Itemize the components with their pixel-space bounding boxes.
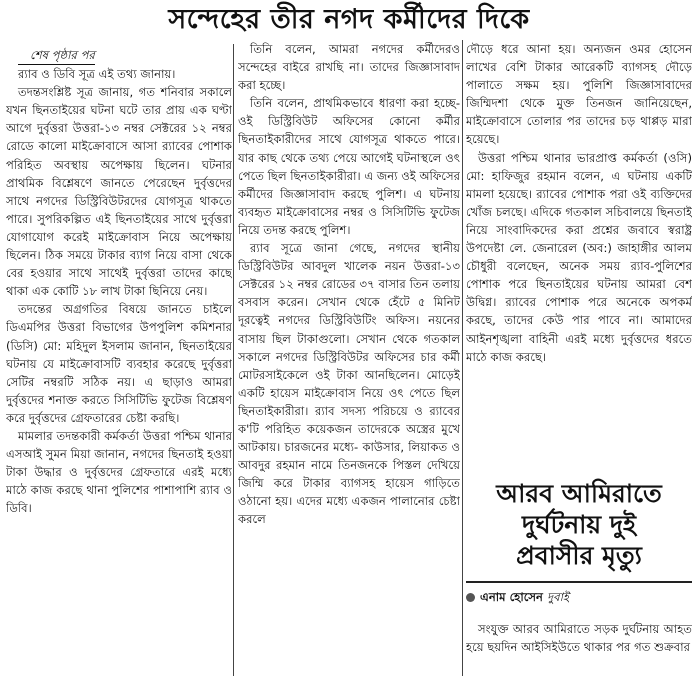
paragraph: তিনি বলেন, প্রাথমিকভাবে ধারণা করা হচ্ছে- ওই ডিস্ট্রিবিউট অফিসের কোনো কর্মীর ছিনতাইকারীদের সাথে যোগসূত্র থাকতে পারে। যার কাছ থেকে তথ্য পেয়ে আগেই ঘটনাস্থলে ওৎ পেতে ছিল ছিনতাইকারীরা। এ জন্য ওই অফিসের কর্মীদের জিজ্ঞাসাবাদ করছে পুলিশ। এ ঘটনায় ব্যবহৃত মাইক্রোবাসের নম্বর ও সিসিটিভি ফুটেজ নিয়ে তদন্ত করছে পুলিশ। bbox=[238, 96, 460, 237]
paragraph: দৌড়ে ধরে আনা হয়। অন্যজন ওমর হোসেন লাখের বেশি টাকার আরেকটি ব্যাগসহ দৌড়ে পালাতে সক্ষম হয়। পুলিশি জিজ্ঞাসাবাদের জিম্মিদশা থেকে মুক্ত তিনজন জানিয়েছেন, মাইক্রোবাসে তোলার পর তাদের চড় থাপ্পড় মারা হয়েছে। bbox=[466, 42, 692, 147]
byline bbox=[466, 589, 692, 608]
paragraph: র‍্যাব ও ডিবি সূত্র এই তথ্য জানায়। bbox=[18, 67, 176, 82]
byline-place: দুবাই bbox=[547, 590, 569, 604]
paragraph: র‍্যাব সূত্রে জানা গেছে, নগদের স্থানীয় ডিস্ট্রিবিউটর আবদুল খালেক নয়ন উত্তরা-১৩ সেক্টরের ১২ নম্বর রোডের ৩৭ বাসার তিন তলায় বসবাস করেন। সেখান থেকে হেঁটে ৫ মিনিট দূরত্বেই নগদের ডিস্ট্রিবিউটিং অফিস। নয়নের বাসায় ছিল টাকাগুলো। সেখান থেকে গতকাল সকালে নগদের ডিস্ট্রিবিউটর অফিসের চার কর্মী মোটরসাইকেলে ওই টাকা আনছিলেন। মোড়েই একটি হায়েস মাইক্রোবাস নিয়ে ওৎ পেতে ছিল ছিনতাইকারীরা। র‍্যাব সদস্য পরিচয়ে ও র‍্যাবের ক'টি পরিহিত কয়েকজন তাদেরকে অস্ত্রের মুখে আটকায়। চারজনের মধ্যে- কাউসার, লিয়াকত ও আবদুর রহমান নামে তিনজনকে পিস্তল দেখিয়ে জিম্মি করে টাকার ব্যাগসহ হায়েস গাড়িতে ওঠানো হয়। এদের মধ্যে একজন পালানোর চেষ্টা করলে bbox=[238, 241, 460, 527]
paragraph: তিনি বলেন, আমরা নগদের কর্মীদেরও সন্দেহের বাইরে রাখছি না। তাদের জিজ্ঞাসাবাদ করা হচ্ছে। bbox=[238, 42, 460, 93]
sidebar-story bbox=[466, 470, 692, 679]
column-divider bbox=[462, 40, 463, 676]
article-column-3 bbox=[466, 40, 692, 462]
paragraph: তদন্তের অগ্রগতির বিষয়ে জানতে চাইলে ডিএমপির উত্তরা বিভাগের উপপুলিশ কমিশনার (ডিসি) মো: মহিদুল ইসলাম জানান, ছিনতাইয়ের ঘটনায় যে মাইক্রোবাসটি ব্যবহার করেছে দুর্বৃত্তরা সেটির নম্বরটি সঠিক নয়। এ ছাড়াও আমরা দুর্বৃত্তদের শনাক্ত করতে সিসিটিভি ফুটেজ বিশ্লেষণ করে দুর্বৃত্তদের গ্রেফতারের চেষ্টা করছি। bbox=[6, 302, 232, 425]
sidebar-headline: আরব আমিরাতে দুর্ঘটনায় দুই প্রবাসীর মৃত্যু bbox=[496, 479, 662, 570]
sidebar-rule bbox=[466, 581, 692, 583]
paragraph: উত্তরা পশ্চিম থানার ভারপ্রাপ্ত কর্মকর্তা (ওসি) মো: হাফিজুর রহমান বলেন, এ ঘটনায় একটি মামলা হয়েছে। র‍্যাবের পোশাক পরা ওই ব্যক্তিদের খোঁজ চলছে। এদিকে গতকাল সচিবালয়ে ছিনতাই নিয়ে সাংবাদিকদের করা প্রশ্নের জবাবে স্বরাষ্ট্র উপদেষ্টা লে. জেনারেল (অব:) জাহাঙ্গীর আলম চৌধুরী বলেছেন, অনেক সময় র‍্যাব-পুলিশের পোশাক পরে ছিনতাইয়ের ঘটনায় আমরা বেশ উদ্বিগ্ন। র‍্যাবের পোশাক পরে অনেকে অপকর্ম করছে, তাদের কেউ পার পাবে না। আমাদের আইনশৃঙ্খলা বাহিনী এরই মধ্যে দুর্বৃত্তদের ধরতে মাঠে কাজ করছে। bbox=[466, 150, 692, 364]
byline-bullet-icon bbox=[466, 593, 475, 602]
article-column-2 bbox=[238, 40, 460, 679]
column-divider bbox=[233, 44, 234, 676]
byline-name: এনাম হোসেন bbox=[480, 590, 543, 604]
continued-kicker: শেষ পৃষ্ঠার পর bbox=[6, 46, 232, 65]
paragraph: মামলার তদন্তকারী কর্মকর্তা উত্তরা পশ্চিম থানার এসআই সুমন মিয়া জানান, নগদের ছিনতাই হওয়া টাকা উদ্ধার ও দুর্বৃত্তদের গ্রেফতারে এরই মধ্যে মাঠে কাজ করছে থানা পুলিশের পাশাপাশি র‍্যাব ও ডিবি। bbox=[6, 428, 232, 516]
main-headline: সন্দেহের তীর নগদ কর্মীদের দিকে bbox=[168, 4, 530, 35]
sidebar-body: সংযুক্ত আরব আমিরাতে সড়ক দুর্ঘটনায় আহত হয়ে ছয়দিন আইসিইউতে থাকার পর গত শুক্রবার bbox=[466, 622, 692, 655]
paragraph: তদন্তসংশ্লিষ্ট সূত্র জানায়, গত শনিবার সকালে যখন ছিনতাইয়ের ঘটনা ঘটে তার প্রায় এক ঘণ্টা আগে দুর্বৃত্তরা উত্তরা-১৩ নম্বর সেক্টরের ১২ নম্বর রোডে কালো মাইক্রোবাসে আসা র‍্যাবের পোশাক পরিহিত অবস্থায় অপেক্ষায় ছিলেন। ঘটনার প্রাথমিক বিশ্লেষণে জানতে পেরেছেন দুর্বৃত্তদের সাথে নগদের ডিস্ট্রিবিউটরদের যোগসূত্র থাকতে পারে। সুপরিকল্পিত এই ছিনতাইয়ের সাথে দুর্বৃত্তরা যোগাযোগ করেই মাইক্রোবাস নিয়ে অপেক্ষায় ছিলেন। ঠিক সময়ে টাকার ব্যাগ নিয়ে বাসা থেকে বের হওয়ার সাথে সাথেই দুর্বৃত্তরা তাদের কাছে থাকা এক কোটি ১৮ লাখ টাকা ছিনিয়ে নেয়। bbox=[6, 85, 232, 299]
article-column-1 bbox=[6, 46, 232, 679]
